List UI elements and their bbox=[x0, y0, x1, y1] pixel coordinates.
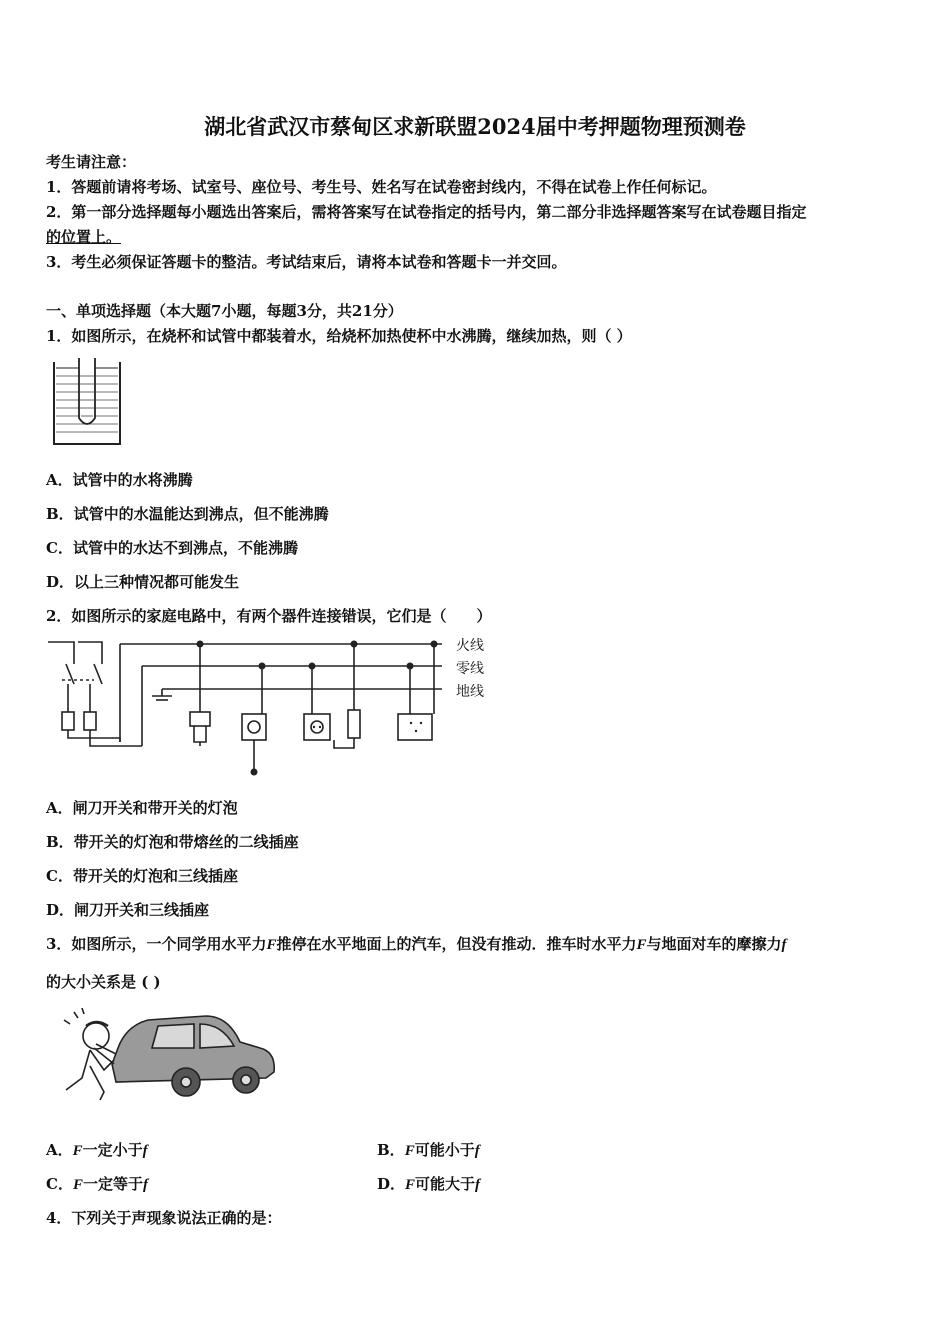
page-title: 湖北省武汉市蔡甸区求新联盟2024届中考押题物理预测卷 bbox=[204, 114, 746, 139]
notice-item-1: 1．答题前请将考场、试室号、座位号、考生号、姓名写在试卷密封线内，不得在试卷上作任何标记。 bbox=[46, 178, 717, 196]
q1-option-d: D．以上三种情况都可能发生 bbox=[46, 573, 240, 591]
wire-label-live: 火线 bbox=[456, 638, 484, 654]
q2-option-d: D．闸刀开关和三线插座 bbox=[46, 901, 210, 919]
q1-stem: 1．如图所示，在烧杯和试管中都装着水，给烧杯加热使杯中水沸腾，继续加热，则（ ） bbox=[46, 327, 632, 345]
q1-option-a: A．试管中的水将沸腾 bbox=[46, 471, 193, 489]
q3-option-b: B．F可能小于f bbox=[377, 1141, 480, 1159]
beaker-test-tube-figure bbox=[52, 358, 124, 448]
q2-option-a: A．闸刀开关和带开关的灯泡 bbox=[46, 799, 238, 817]
q3-stem-cont: 的大小关系是 ( ) bbox=[46, 973, 161, 991]
notice-item-2: 2．第一部分选择题每小题选出答案后，需将答案写在试卷指定的括号内，第二部分非选择题答案写在试卷题目指定 bbox=[46, 203, 807, 221]
q1-option-b: B．试管中的水温能达到沸点，但不能沸腾 bbox=[46, 505, 329, 523]
q2-option-c: C．带开关的灯泡和三线插座 bbox=[46, 867, 238, 885]
q1-option-c: C．试管中的水达不到沸点，不能沸腾 bbox=[46, 539, 298, 557]
household-circuit-diagram bbox=[44, 634, 489, 780]
notice-item-3: 3．考生必须保证答题卡的整洁。考试结束后，请将本试卷和答题卡一并交回。 bbox=[46, 253, 567, 271]
child-pushing-car-figure bbox=[56, 1008, 280, 1108]
q3-stem: 3．如图所示，一个同学用水平力F推停在水平地面上的汽车，但没有推动．推车时水平力F与地面对车的摩擦力f bbox=[46, 935, 787, 953]
q3-option-d: D．F可能大于f bbox=[377, 1175, 481, 1193]
q3-option-a: A．F一定小于f bbox=[46, 1141, 148, 1159]
wire-label-ground: 地线 bbox=[456, 684, 484, 700]
q3-option-c: C．F一定等于f bbox=[46, 1175, 148, 1193]
q2-stem: 2．如图所示的家庭电路中，有两个器件连接错误，它们是（ ） bbox=[46, 607, 492, 625]
q4-stem: 4．下列关于声现象说法正确的是： bbox=[46, 1209, 282, 1227]
notice-heading: 考生请注意： bbox=[46, 153, 137, 171]
section-heading: 一、单项选择题（本大题7小题，每题3分，共21分） bbox=[46, 302, 403, 320]
notice-item-2-cont: 的位置上。 bbox=[46, 228, 122, 246]
wire-label-neutral: 零线 bbox=[456, 661, 484, 677]
q2-option-b: B．带开关的灯泡和带熔丝的二线插座 bbox=[46, 833, 299, 851]
